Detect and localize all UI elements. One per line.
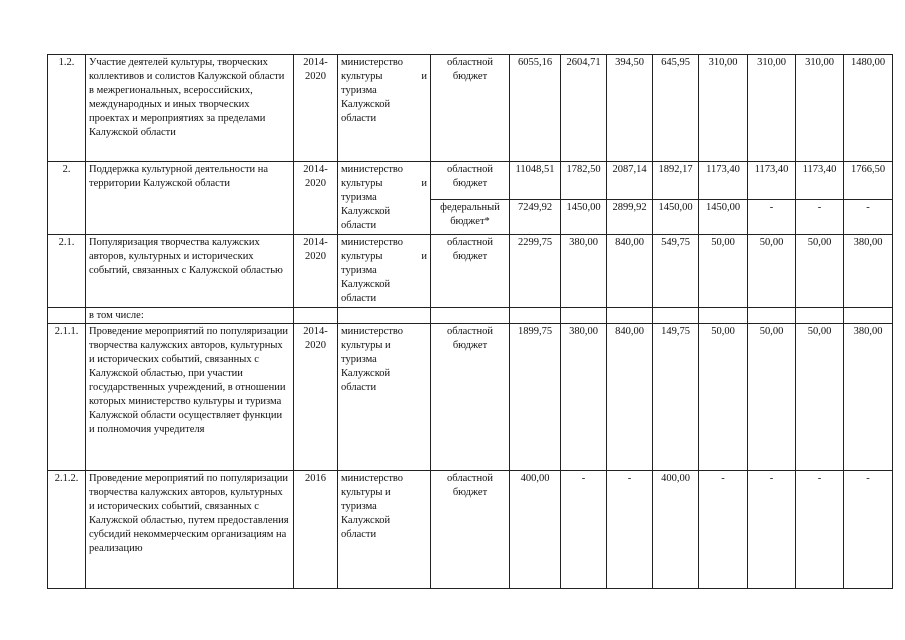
value-2014: 380,00 bbox=[561, 324, 607, 471]
executor: министерство культуры и туризма Калужской области bbox=[338, 55, 431, 162]
value-2014: - bbox=[561, 471, 607, 589]
row-number: 2.1.2. bbox=[48, 471, 86, 589]
value-2019: 50,00 bbox=[796, 235, 844, 308]
value-2019: - bbox=[796, 471, 844, 589]
activity-name: Участие деятелей культуры, творческих коллективов и солистов Калужской области в межрегиональных, всероссийских, международных и иных творческих проектах и мероприятиях за пределами Калужской области bbox=[86, 55, 294, 162]
value-2017: - bbox=[699, 471, 748, 589]
value-2019: 1173,40 bbox=[796, 162, 844, 200]
funding-source: областной бюджет bbox=[431, 235, 510, 308]
value-2017: 1450,00 bbox=[699, 200, 748, 235]
activity-name: Популяризация творчества калужских авторов, культурных и исторических событий, связанных с Калужской областью bbox=[86, 235, 294, 308]
table-row bbox=[48, 55, 893, 162]
value-2020: - bbox=[844, 200, 893, 235]
value-2019: 50,00 bbox=[796, 324, 844, 471]
program-table bbox=[47, 54, 893, 589]
value-2014: 2604,71 bbox=[561, 55, 607, 162]
funding-source: областной бюджет bbox=[431, 471, 510, 589]
value-2015: 394,50 bbox=[607, 55, 653, 162]
value-2019: - bbox=[796, 200, 844, 235]
table-row bbox=[48, 162, 893, 200]
value-2020: 380,00 bbox=[844, 235, 893, 308]
value-total: 7249,92 bbox=[510, 200, 561, 235]
funding-source: федеральный бюджет* bbox=[431, 200, 510, 235]
value-2016: 1892,17 bbox=[653, 162, 699, 200]
value-2020: 380,00 bbox=[844, 324, 893, 471]
value-total: 6055,16 bbox=[510, 55, 561, 162]
value-2015: 840,00 bbox=[607, 235, 653, 308]
row-number: 2.1.1. bbox=[48, 324, 86, 471]
value-2020: 1766,50 bbox=[844, 162, 893, 200]
table-row bbox=[48, 471, 893, 589]
value-2015: 2899,92 bbox=[607, 200, 653, 235]
value-total: 400,00 bbox=[510, 471, 561, 589]
value-2014: 380,00 bbox=[561, 235, 607, 308]
value-2015: 840,00 bbox=[607, 324, 653, 471]
value-2016: 549,75 bbox=[653, 235, 699, 308]
value-2017: 50,00 bbox=[699, 235, 748, 308]
value-2018: 50,00 bbox=[748, 235, 796, 308]
value-2016: 400,00 bbox=[653, 471, 699, 589]
value-2015: - bbox=[607, 471, 653, 589]
value-2018: 50,00 bbox=[748, 324, 796, 471]
funding-source: областной бюджет bbox=[431, 162, 510, 200]
value-2014: 1782,50 bbox=[561, 162, 607, 200]
value-2017: 1173,40 bbox=[699, 162, 748, 200]
value-2014: 1450,00 bbox=[561, 200, 607, 235]
value-2015: 2087,14 bbox=[607, 162, 653, 200]
table-row bbox=[48, 324, 893, 471]
row-number: 2. bbox=[48, 162, 86, 235]
value-2016: 149,75 bbox=[653, 324, 699, 471]
table-row bbox=[48, 235, 893, 308]
period: 2014-2020 bbox=[294, 162, 338, 235]
activity-name: Проведение мероприятий по популяризации творчества калужских авторов, культурных и исторических событий, связанных с Калужской областью, путем предоставления субсидий некоммерческим организациям на реализацию bbox=[86, 471, 294, 589]
value-2016: 645,95 bbox=[653, 55, 699, 162]
value-2017: 50,00 bbox=[699, 324, 748, 471]
value-2018: - bbox=[748, 200, 796, 235]
period: 2014-2020 bbox=[294, 324, 338, 471]
value-2019: 310,00 bbox=[796, 55, 844, 162]
value-2018: 1173,40 bbox=[748, 162, 796, 200]
period: 2014-2020 bbox=[294, 235, 338, 308]
activity-name: Проведение мероприятий по популяризации творчества калужских авторов, культурных и исторических событий, связанных с Калужской областью, при участии государственных учреждений, в отношении которых министерство культуры и туризма Калужской области осуществляет функции и полномочия учредителя bbox=[86, 324, 294, 471]
value-2020: 1480,00 bbox=[844, 55, 893, 162]
value-total: 2299,75 bbox=[510, 235, 561, 308]
subheading: в том числе: bbox=[86, 308, 294, 324]
value-2017: 310,00 bbox=[699, 55, 748, 162]
value-total: 1899,75 bbox=[510, 324, 561, 471]
funding-source: областной бюджет bbox=[431, 55, 510, 162]
activity-name: Поддержка культурной деятельности на территории Калужской области bbox=[86, 162, 294, 235]
value-2018: - bbox=[748, 471, 796, 589]
value-2020: - bbox=[844, 471, 893, 589]
funding-source: областной бюджет bbox=[431, 324, 510, 471]
table-row bbox=[48, 308, 893, 324]
row-number: 2.1. bbox=[48, 235, 86, 308]
executor: министерство культуры и туризма Калужской области bbox=[338, 162, 431, 235]
executor: министерство культуры и туризма Калужской области bbox=[338, 471, 431, 589]
value-2018: 310,00 bbox=[748, 55, 796, 162]
value-2016: 1450,00 bbox=[653, 200, 699, 235]
row-number: 1.2. bbox=[48, 55, 86, 162]
executor: министерство культуры и туризма Калужской области bbox=[338, 324, 431, 471]
period: 2016 bbox=[294, 471, 338, 589]
executor: министерство культуры и туризма Калужской области bbox=[338, 235, 431, 308]
value-total: 11048,51 bbox=[510, 162, 561, 200]
period: 2014-2020 bbox=[294, 55, 338, 162]
